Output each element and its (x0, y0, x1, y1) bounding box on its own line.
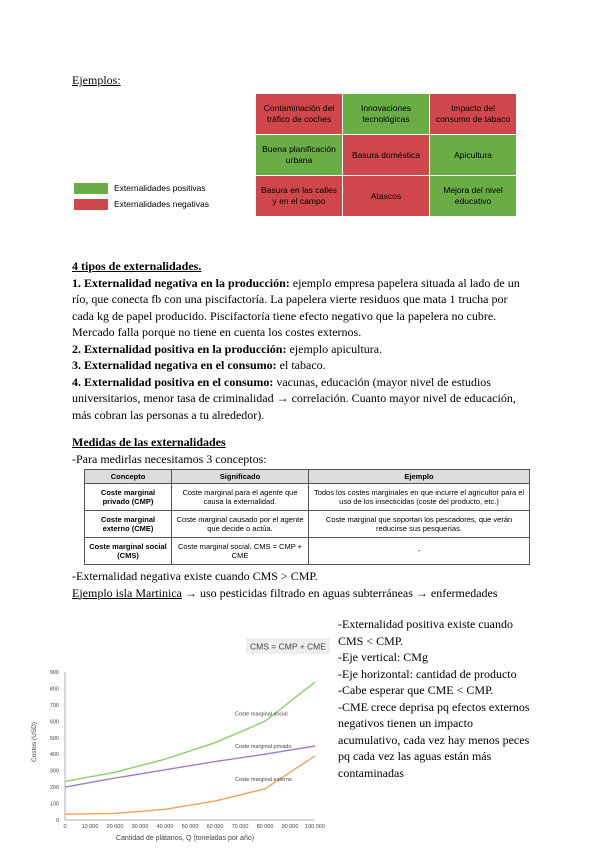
x-tick-label: 0 (63, 824, 67, 830)
concepts-table (84, 469, 530, 565)
y-tick-label: 300 (49, 768, 59, 775)
series-line (65, 682, 315, 782)
y-tick-label: 0 (55, 818, 59, 824)
series-label: Coste marginal privado (235, 744, 292, 751)
x-tick-label: 80 000 (256, 824, 274, 830)
y-tick-label: 400 (49, 752, 59, 759)
table-header: Significado (172, 470, 309, 484)
series-line (65, 756, 315, 814)
legend-negative-swatch (74, 199, 108, 210)
type-4: 4. Externalidad positiva en el consumo: vacunas, educación (mayor nivel de estudios universitarios, menor tasa de criminalidad → correlación. Cuanto mayor nivel de educación, más cobran las personas a tu alrededor). (72, 374, 516, 422)
x-tick-label: 60 000 (206, 824, 224, 830)
note-item: -Eje vertical: CMg (338, 650, 428, 664)
y-tick-label: 900 (49, 670, 59, 676)
grid-cell: Apicultura (430, 135, 517, 176)
x-tick-label: 10 000 (81, 824, 99, 830)
measures-heading: Medidas de las externalidades (72, 435, 226, 449)
x-tick-label: 100 000 (305, 824, 325, 830)
martinica-link[interactable]: Ejemplo isla Martinica (72, 585, 182, 600)
grid-cell: Contaminación del tráfico de coches (256, 94, 343, 135)
table-header: Concepto (85, 470, 172, 484)
x-tick-label: 30 000 (131, 824, 149, 830)
formula-text: CMS = CMP + CME (250, 641, 326, 652)
note-item: -Eje horizontal: cantidad de producto (338, 666, 517, 681)
type-3: 3. Externalidad negativa en el consumo: el tabaco. (72, 358, 326, 372)
y-tick-label: 200 (49, 785, 59, 792)
externalities-grid (255, 93, 517, 217)
x-tick-label: 90 000 (281, 824, 299, 830)
table-row: Coste marginal social (CMS) Coste marginal social. CMS = CMP + CME - (85, 538, 530, 565)
grid-cell: Basura doméstica (343, 135, 430, 176)
note-item: -Cabe esperar que CME < CMP. (338, 683, 494, 697)
notes-list (338, 616, 534, 781)
grid-cell: Mejora del nivel educativo (430, 176, 517, 217)
x-tick-label: 40 000 (156, 824, 174, 830)
note-item: -Externalidad positiva existe cuando CMS < CMP. (338, 617, 513, 648)
legend-positive-label: Externalidades positivas (114, 183, 206, 193)
types-heading: 4 tipos de externalidades. (72, 259, 202, 273)
table-row: Coste marginal externo (CME) Coste marginal causado por el agente que decide o actúa. Coste marginal que soportan los pescadores, que verán reducirse sus pesquerías. (85, 511, 530, 538)
y-tick-label: 100 (49, 801, 59, 808)
x-tick-label: 50 000 (181, 824, 199, 830)
series-label: Coste marginal social (235, 711, 288, 718)
y-tick-label: 500 (49, 735, 59, 742)
x-tick-label: 70 000 (231, 824, 249, 830)
x-axis-label: Cantidad de plátanos, Q (toneladas por año) (115, 835, 255, 842)
grid-cell: Innovaciones tecnológicas (343, 94, 430, 135)
series-label: Coste marginal externo (235, 776, 292, 783)
type-2: 2. Externalidad positiva en la producción: ejemplo apicultura. (72, 341, 383, 356)
table-header: Ejemplo (309, 470, 530, 484)
grid-cell: Basura en las calles y en el campo (256, 176, 343, 217)
type-1: 1. Externalidad negativa en la producción: ejemplo empresa papelera situada al lado de un río, que conecta fb con una piscifactoría. La papelera vierte residuos que mata 1 trucha por cada kg de papel producido. Piscifactoría tiene efecto negativo que la papelera no cubre. Mercado falla porque no tiene en cuenta los costes externos. (72, 275, 520, 339)
grid-cell: Impacto del consumo de tabaco (430, 94, 517, 135)
cost-chart (30, 632, 330, 844)
y-tick-label: 800 (49, 686, 59, 693)
examples-heading: Ejemplos: (72, 73, 121, 87)
x-tick-label: 20 000 (106, 824, 124, 830)
grid-cell: Atascos (343, 176, 430, 217)
table-row: Coste marginal privado (CMP) Coste marginal para el agente que causa la externalidad. Todos los costes marginales en que incurre el agricultor para el uso de los insecticidas (coste del producto, etc.) (85, 484, 530, 511)
legend-positive-swatch (74, 183, 108, 194)
types-section (72, 258, 528, 423)
grid-cell: Buena planificación urbana (256, 135, 343, 176)
y-axis-label: Costos (USD) (31, 721, 38, 763)
y-tick-label: 600 (49, 719, 59, 726)
legend-negative-label: Externalidades negativas (114, 199, 209, 209)
y-tick-label: 700 (49, 702, 59, 709)
note-item: -CME crece deprisa pq efectos externos negativos tienen un impacto acumulativo, cada vez hay menos peces pq cada vez las aguas están más contaminadas (338, 699, 530, 780)
measures-intro: -Para medirlas necesitamos 3 conceptos: (72, 451, 267, 466)
measures-section (72, 434, 267, 467)
negative-externality-note: -Externalidad negativa existe cuando CMS > CMP. Ejemplo isla Martinica → uso pesticidas filtrado en aguas subterráneas → enfermedades (72, 569, 498, 600)
